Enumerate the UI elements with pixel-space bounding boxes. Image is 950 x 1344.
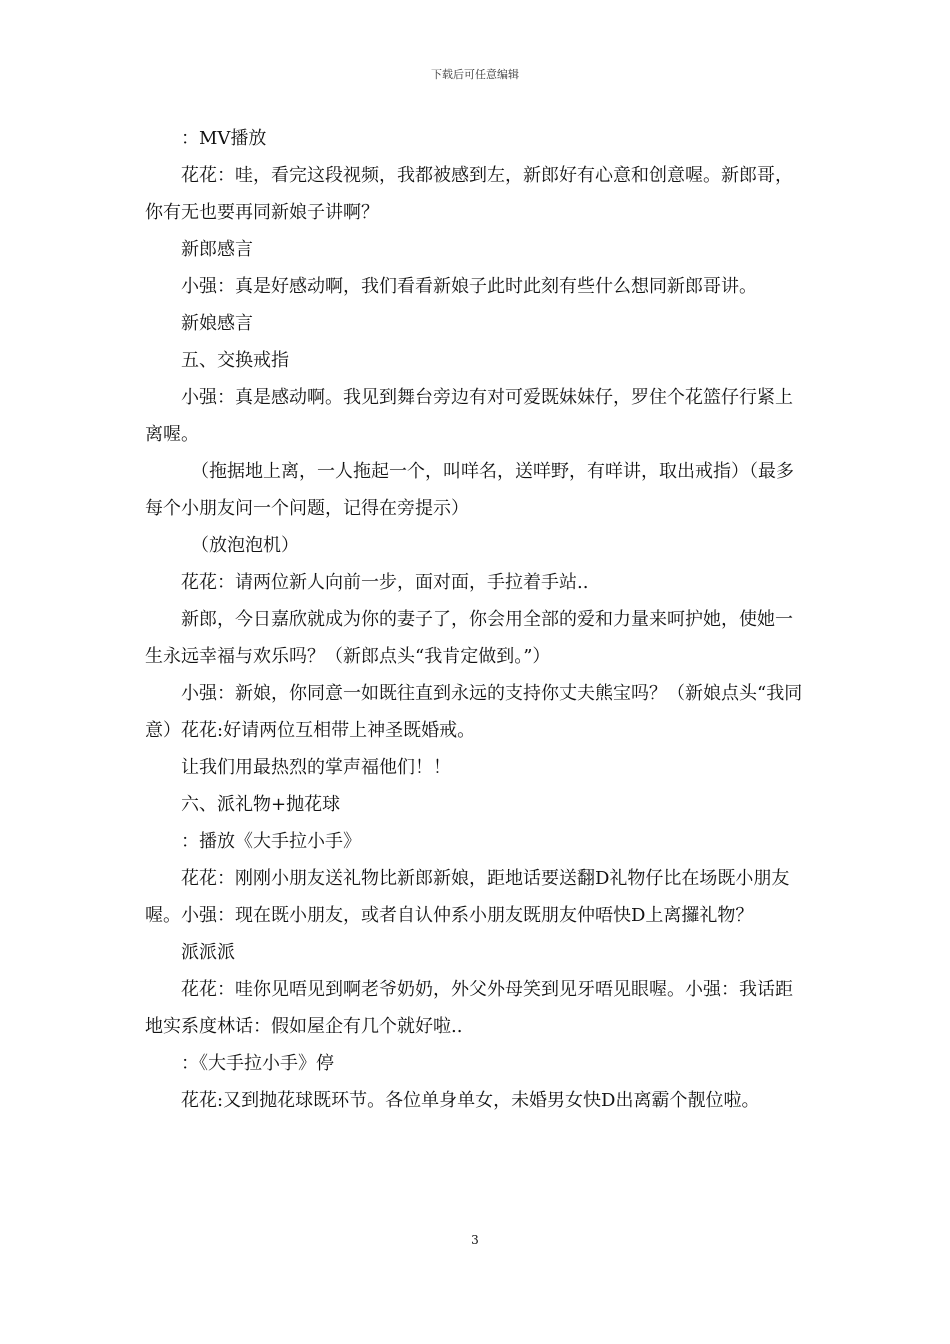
stage-direction: （放泡泡机） (191, 535, 299, 556)
paragraph: 花花：哇，看完这段视频，我都被感到左，新郎好有心意和创意喔。新郎哥，你有无也要再同新娘子讲啊？ (145, 165, 793, 223)
paragraph: 派派派 (181, 942, 235, 963)
paragraph: 新娘感言 (181, 313, 253, 334)
paragraph: 花花：刚刚小朋友送礼物比新郎新娘，距地话要送翻D礼物仔比在场既小朋友喔。小强：现在既小朋友，或者自认仲系小朋友既朋友仲唔快D上离攞礼物？ (145, 868, 790, 926)
paragraph: 新郎感言 (181, 239, 253, 260)
paragraph: ：播放《大手拉小手》 (181, 831, 361, 852)
paragraph: 花花：请两位新人向前一步，面对面，手拉着手站.. (181, 572, 589, 593)
paragraph: 花花:又到抛花球既环节。各位单身单女，未婚男女快D出离霸个靓位啦。 (181, 1090, 760, 1111)
page-header: 下载后可任意编辑 (431, 68, 519, 81)
stage-direction: （拖据地上离，一人拖起一个，叫咩名，送咩野，有咩讲，取出戒指）（最多每个小朋友问一个问题，记得在旁提示） (145, 461, 794, 519)
section-heading: 五、交换戒指 (181, 350, 289, 371)
paragraph: ：《大手拉小手》停 (181, 1053, 334, 1074)
paragraph: ：MV播放 (181, 128, 267, 149)
page-number: 3 (471, 1233, 479, 1247)
paragraph: 新郎，今日嘉欣就成为你的妻子了，你会用全部的爱和力量来呵护她，使她一生永远幸福与欢乐吗？（新郎点头“我肯定做到。”） (145, 609, 793, 667)
document-body (145, 120, 809, 1119)
paragraph: 小强：真是感动啊。我见到舞台旁边有对可爱既妹妹仔，罗住个花篮仔行紧上离喔。 (145, 387, 793, 445)
paragraph: 小强：新娘，你同意一如既往直到永远的支持你丈夫熊宝吗？（新娘点头“我同意）花花:好请两位互相带上神圣既婚戒。 (145, 683, 803, 741)
paragraph: 让我们用最热烈的掌声福他们！！ (181, 757, 451, 778)
paragraph: 花花：哇你见唔见到啊老爷奶奶，外父外母笑到见牙唔见眼喔。小强：我话距地实系度林话：假如屋企有几个就好啦.. (145, 979, 793, 1037)
paragraph: 小强：真是好感动啊，我们看看新娘子此时此刻有些什么想同新郎哥讲。 (181, 276, 757, 297)
section-heading: 六、派礼物+抛花球 (181, 794, 341, 815)
